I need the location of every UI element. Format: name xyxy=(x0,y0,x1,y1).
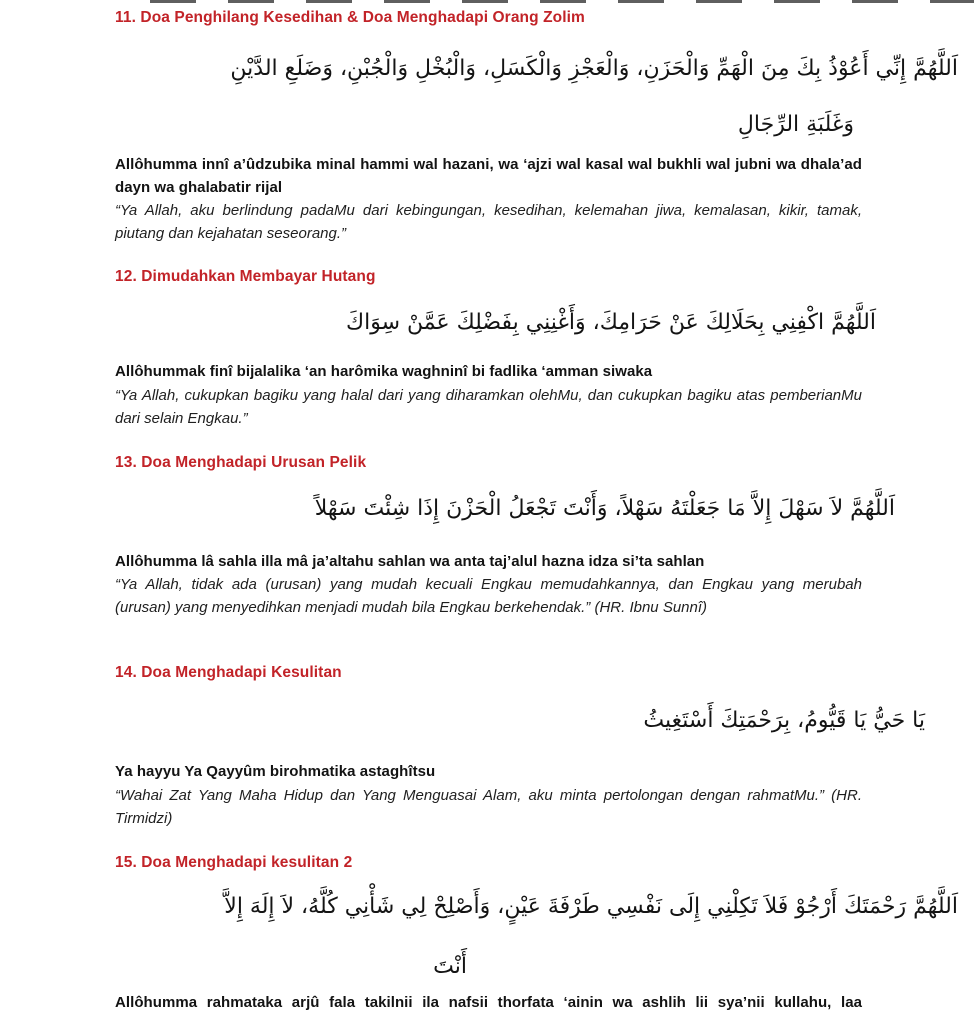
section-heading-13: 13. Doa Menghadapi Urusan Pelik xyxy=(115,454,367,471)
transliteration: Allôhumma rahmataka arjû fala takilnii ila nafsii thorfata ‘ainin wa ashlih lii sya’nii kullahu, laa xyxy=(115,994,862,1011)
transliteration: Allôhumma lâ sahla illa mâ ja’altahu sahlan wa anta taj’alul hazna idza si’ta sahlan xyxy=(115,553,705,570)
translation: “Ya Allah, tidak ada (urusan) yang mudah kecuali Engkau memudahkannya, dan Engkau yang merubah (urusan) yang menyedihkan menjadi mudah bila Engkau berkehendak.” (HR. Ibnu Sunnî) xyxy=(115,576,862,616)
transliteration: Allôhumma innî a’ûdzubika minal hammi wal hazani, wa ‘ajzi wal kasal wal bukhli wal jubni wa dhala’ad dayn wa ghalabatir rijal xyxy=(115,156,862,196)
scan-artifact-line xyxy=(150,0,974,3)
section-heading-15: 15. Doa Menghadapi kesulitan 2 xyxy=(115,854,353,871)
arabic-line-1: يَا حَيُّ يَا قَيُّومُ، بِرَحْمَتِكَ أَسْتَغِيثُ xyxy=(643,708,925,733)
translation: “Wahai Zat Yang Maha Hidup dan Yang Menguasai Alam, aku minta pertolongan dengan rahmatMu.” (HR. Tirmidzi) xyxy=(115,787,862,827)
section-heading-12: 12. Dimudahkan Membayar Hutang xyxy=(115,268,376,285)
transliteration: Ya hayyu Ya Qayyûm birohmatika astaghîtsu xyxy=(115,763,436,780)
arabic-line-1: اَللَّهُمَّ رَحْمَتَكَ أَرْجُوْ فَلاَ تَكِلْنِي إِلَى نَفْسِي طَرْفَةَ عَيْنٍ، وَأَصْلِحْ لِي شَأْنِي كُلَّهُ، لاَ إِلَهَ إِلاَّ xyxy=(224,894,958,919)
arabic-line-2: أَنْتَ xyxy=(433,954,467,979)
section-heading-11: 11. Doa Penghilang Kesedihan & Doa Menghadapi Orang Zolim xyxy=(115,9,585,26)
arabic-line-2: وَغَلَبَةِ الرِّجَالِ xyxy=(737,112,854,137)
transliteration: Allôhummak finî bijalalika ‘an harômika waghninî bi fadlika ‘amman siwaka xyxy=(115,363,653,380)
arabic-line-1: اَللَّهُمَّ لاَ سَهْلَ إِلاَّ مَا جَعَلْتَهُ سَهْلاً، وَأَنْتَ تَجْعَلُ الْحَزْنَ إِذَا شِئْتَ سَهْلاً xyxy=(314,496,895,521)
section-heading-14: 14. Doa Menghadapi Kesulitan xyxy=(115,664,342,681)
arabic-line-1: اَللَّهُمَّ اكْفِنِي بِحَلَالِكَ عَنْ حَرَامِكَ، وَأَغْنِنِي بِفَضْلِكَ عَمَّنْ سِوَاكَ xyxy=(345,310,876,335)
translation: “Ya Allah, cukupkan bagiku yang halal dari yang diharamkan olehMu, dan cukupkan bagiku atas pemberianMu dari selain Engkau.” xyxy=(115,387,862,427)
translation: “Ya Allah, aku berlindung padaMu dari kebingungan, kesedihan, kelemahan jiwa, kemalasan, kikir, tamak, piutang dan kejahatan seseorang.” xyxy=(115,202,862,242)
arabic-line-1: اَللَّهُمَّ إِنِّي أَعُوْذُ بِكَ مِنَ الْهَمِّ وَالْحَزَنِ، وَالْعَجْزِ وَالْكَسَلِ، وَالْبُخْلِ وَالْجُبْنِ، وَضَلَعِ الدَّيْنِ xyxy=(230,56,958,81)
